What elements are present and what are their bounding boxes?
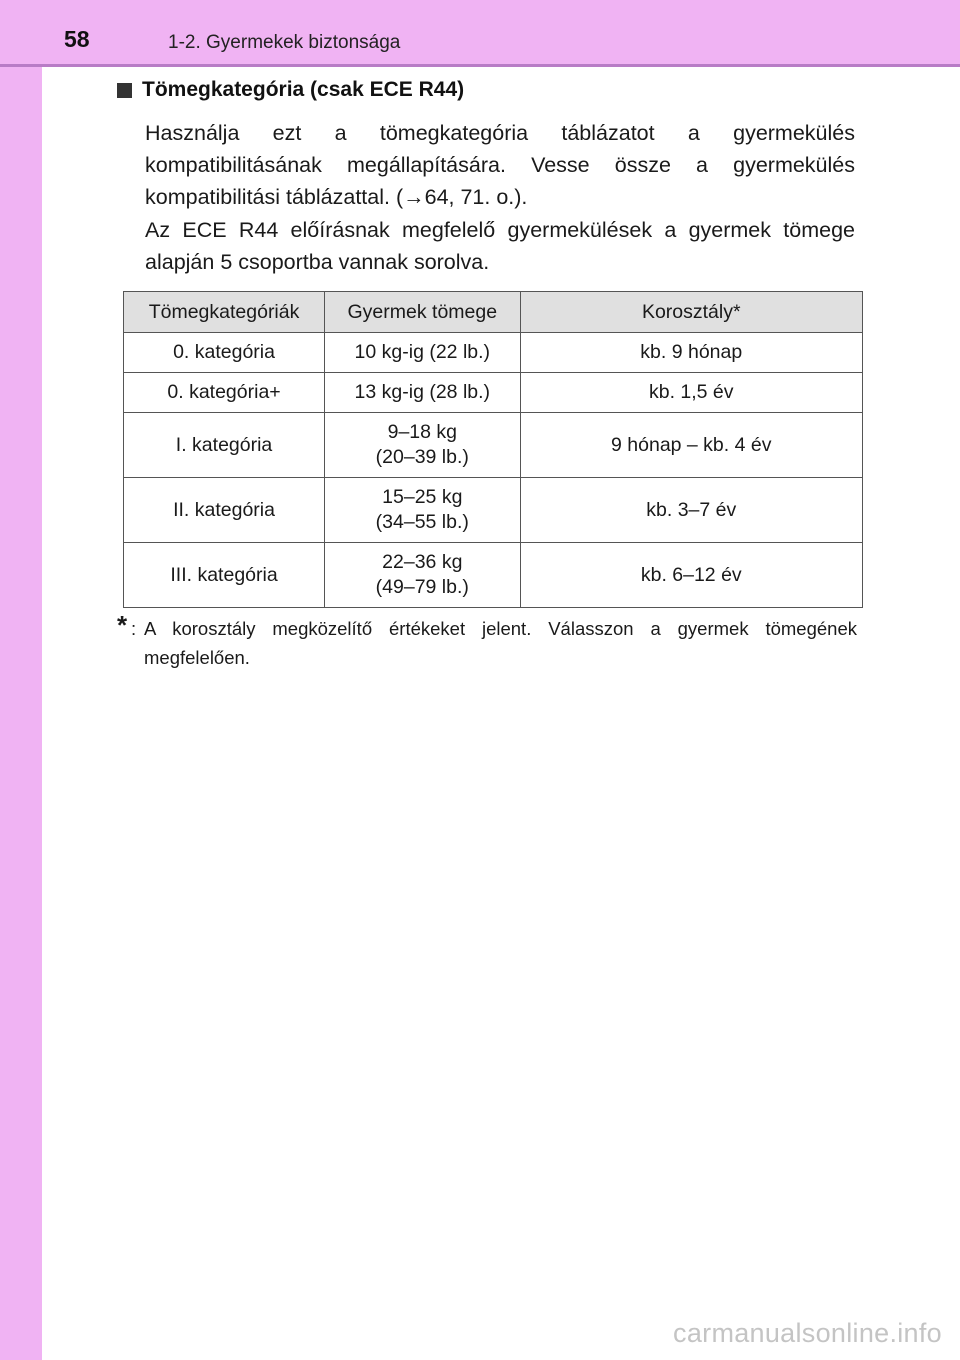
footnote	[117, 610, 857, 672]
table-header-cell: Gyermek tömege	[325, 292, 520, 333]
table-row	[124, 478, 863, 543]
weight-line-imperial: (20–39 lb.)	[375, 446, 469, 468]
weight-line-imperial: (49–79 lb.)	[375, 576, 469, 598]
age-cell: kb. 6–12 év	[520, 543, 862, 608]
table-row	[124, 543, 863, 608]
weight-cell	[325, 333, 520, 373]
footnote-text: A korosztály megközelítő értékeket jelent. Válasszon a gyermek tömegének megfelelően.	[144, 618, 857, 668]
section-title: 1-2. Gyermekek biztonsága	[168, 32, 401, 53]
footnote-asterisk: *	[117, 610, 128, 640]
weight-line: 9–18 kg	[387, 421, 457, 443]
weight-line-imperial: (34–55 lb.)	[375, 511, 469, 533]
category-cell: 0. kategória+	[124, 373, 325, 413]
bullet-square-icon	[117, 83, 132, 98]
table-header-row	[124, 292, 863, 333]
table-row	[124, 333, 863, 373]
age-cell: kb. 1,5 év	[520, 373, 862, 413]
site-watermark: carmanualsonline.info	[673, 1318, 942, 1348]
age-cell: 9 hónap – kb. 4 év	[520, 413, 862, 478]
section-heading-text: Tömegkategória (csak ECE R44)	[142, 78, 465, 101]
weight-line: 22–36 kg	[382, 551, 463, 573]
paragraph-groups: Az ECE R44 előírásnak megfelelő gyermekülések a gyermek tömege alapján 5 csoportba vannak sorolva.	[145, 218, 855, 274]
weight-cell	[325, 543, 520, 608]
paragraph-compatibility: Használja ezt a tömegkategória táblázatot a gyermekülés kompatibilitásának megállapítására. Vesse össze a gyermekülés kompatibilitási táblázattal. (→64, 71. o.).	[145, 121, 855, 209]
weight-line: 10 kg-ig (22 lb.)	[354, 341, 491, 363]
page-number: 58	[64, 26, 90, 52]
age-cell: kb. 9 hónap	[520, 333, 862, 373]
weight-cell	[325, 478, 520, 543]
category-cell: 0. kategória	[124, 333, 325, 373]
table-header-cell: Korosztály*	[520, 292, 862, 333]
table-row	[124, 373, 863, 413]
footnote-colon: :	[131, 618, 137, 639]
age-cell: kb. 3–7 év	[520, 478, 862, 543]
table-row	[124, 413, 863, 478]
category-cell: II. kategória	[124, 478, 325, 543]
category-cell: I. kategória	[124, 413, 325, 478]
weight-line: 13 kg-ig (28 lb.)	[354, 381, 491, 403]
weight-category-table	[123, 291, 863, 608]
weight-cell	[325, 373, 520, 413]
table-header-cell: Tömegkategóriák	[124, 292, 325, 333]
weight-line: 15–25 kg	[382, 486, 463, 508]
section-heading	[117, 78, 464, 102]
category-cell: III. kategória	[124, 543, 325, 608]
weight-cell	[325, 413, 520, 478]
